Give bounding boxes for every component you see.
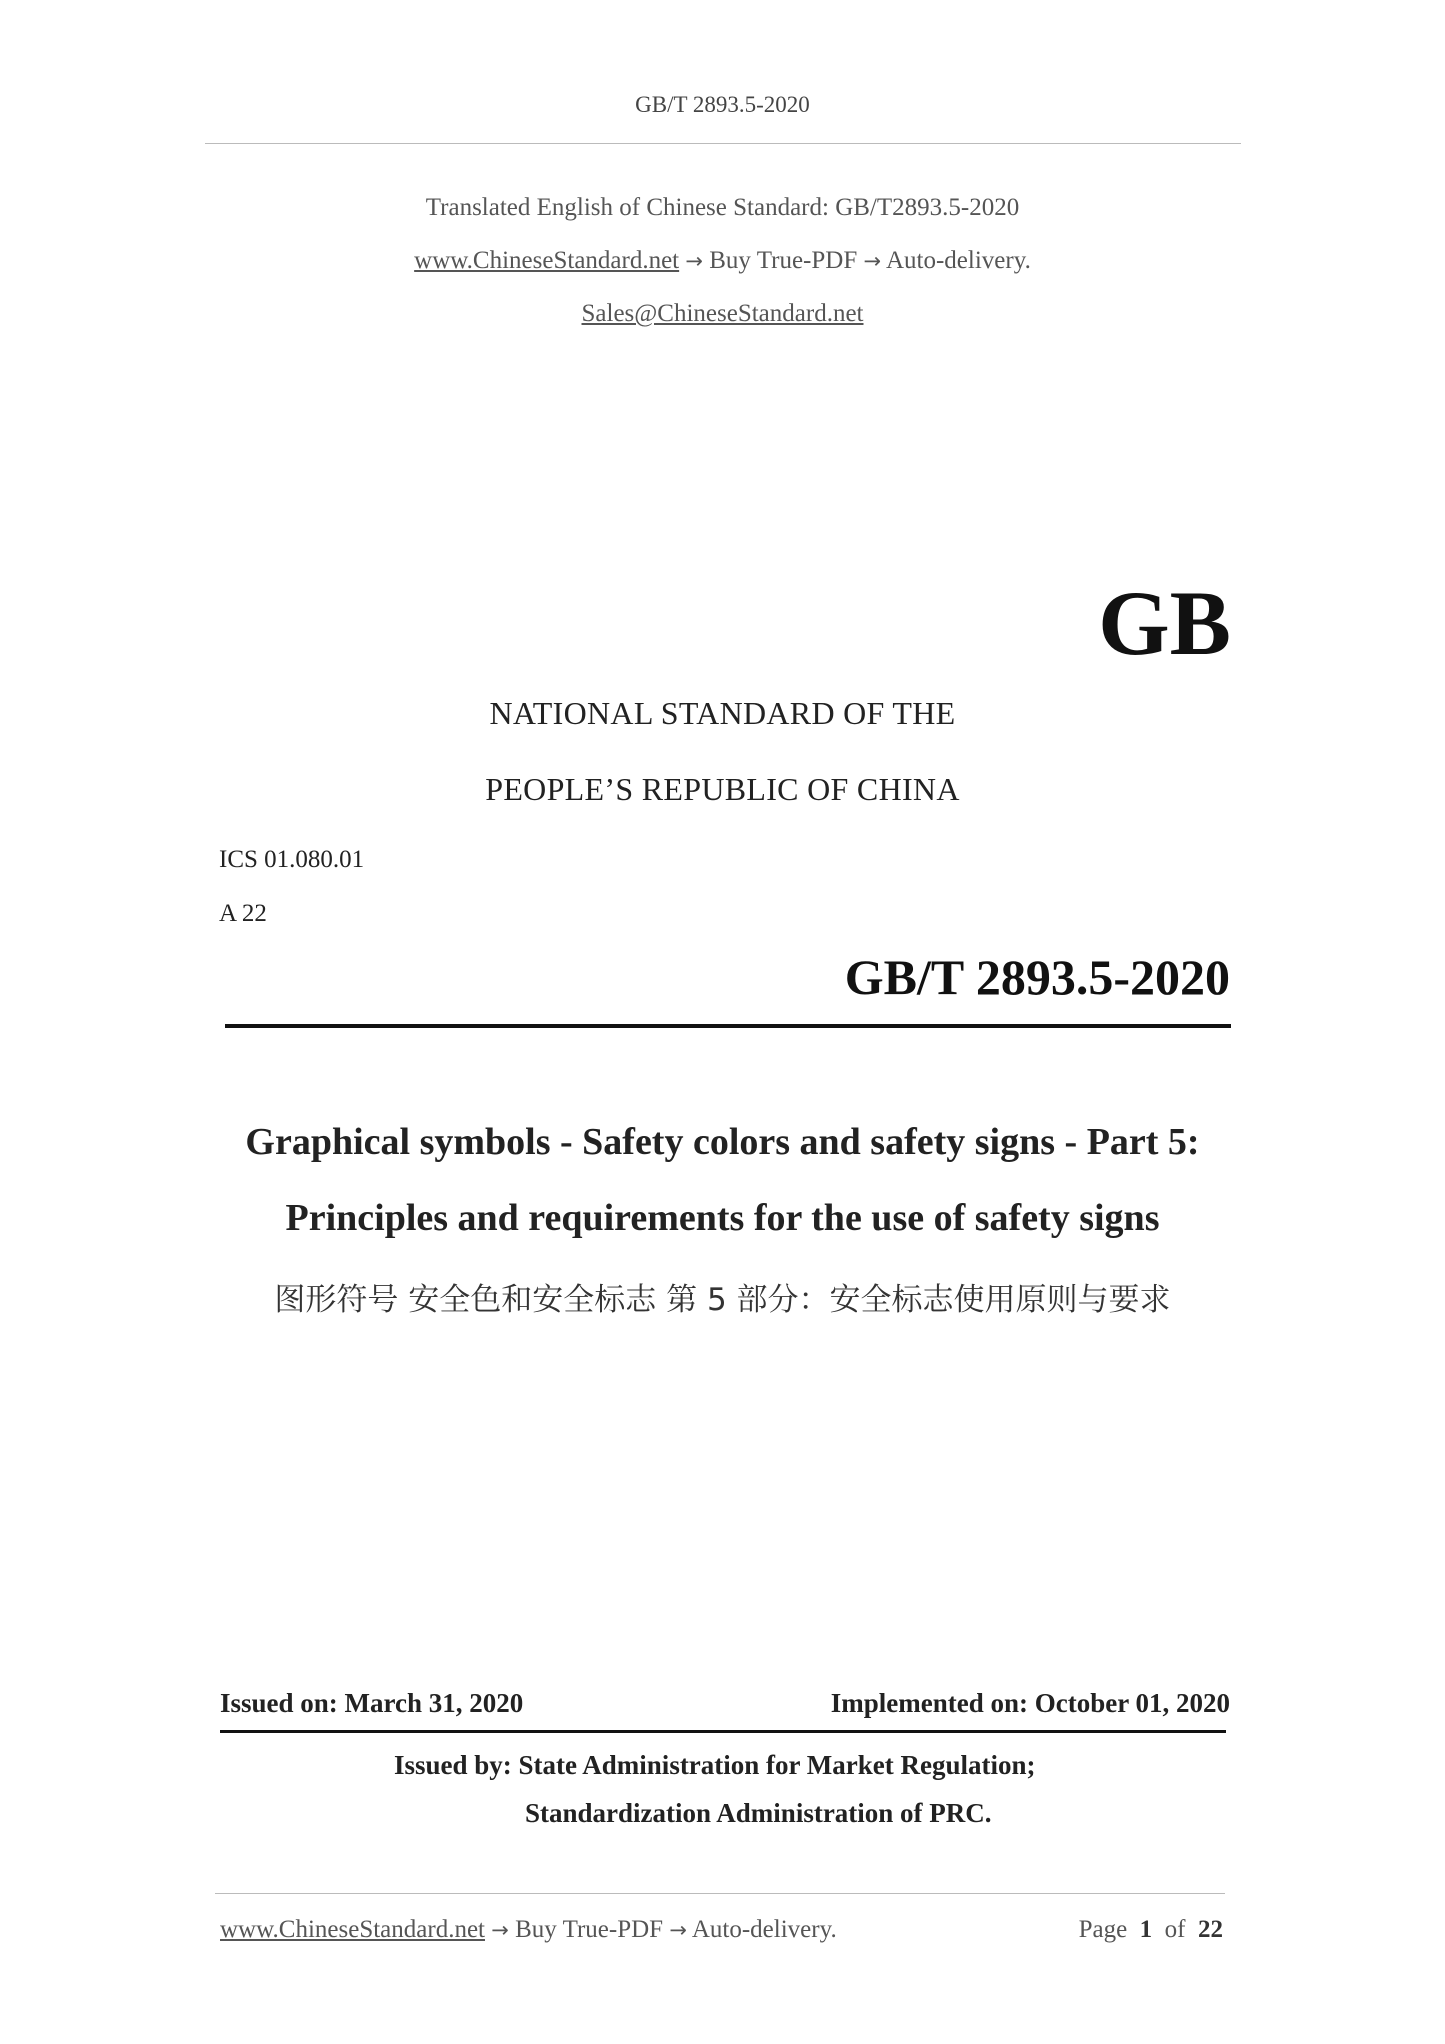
page-label: Page: [1078, 1916, 1128, 1943]
buy-text: Buy True-PDF: [709, 247, 858, 274]
issued-by-line1: Issued by: State Administration for Market Regulation;: [394, 1750, 1036, 1780]
national-standard-line2: PEOPLE’S REPUBLIC OF CHINA: [485, 771, 960, 807]
title-divider: [225, 1024, 1231, 1028]
gb-mark: GB: [1098, 572, 1231, 674]
running-header: GB/T 2893.5-2020: [635, 92, 810, 117]
email-line: [0, 300, 1445, 328]
site-link[interactable]: www.ChineseStandard.net: [414, 247, 680, 274]
dates-divider: [220, 1730, 1226, 1733]
footer-buy-text: Buy True-PDF: [515, 1916, 664, 1943]
delivery-text: Auto-delivery.: [885, 247, 1031, 274]
arrow-right-icon: →: [669, 1918, 687, 1942]
implemented-on: Implemented on: October 01, 2020: [830, 1688, 1230, 1718]
translation-notice: Translated English of Chinese Standard: GB/T2893.5-2020: [425, 194, 1020, 221]
arrow-right-icon: →: [685, 249, 703, 273]
footer-purchase-line: [220, 1916, 837, 1944]
header-divider: [205, 143, 1241, 144]
of-label: of: [1164, 1916, 1186, 1943]
footer-divider: [215, 1893, 1225, 1894]
national-standard-line1: NATIONAL STANDARD OF THE: [489, 695, 956, 731]
title-chinese: 图形符号 安全色和安全标志 第 5 部分：安全标志使用原则与要求: [274, 1282, 1171, 1318]
arrow-right-icon: →: [491, 1918, 509, 1942]
page-current: 1: [1139, 1916, 1153, 1943]
page-total: 22: [1198, 1916, 1223, 1943]
footer-delivery-text: Auto-delivery.: [691, 1916, 837, 1943]
issued-on: Issued on: March 31, 2020: [220, 1688, 524, 1718]
arrow-right-icon: →: [863, 249, 882, 273]
ccs-code: A 22: [219, 900, 267, 927]
purchase-line: [0, 247, 1445, 275]
footer-site-link[interactable]: www.ChineseStandard.net: [220, 1916, 485, 1943]
email-link[interactable]: Sales@ChineseStandard.net: [581, 300, 864, 327]
ics-code: ICS 01.080.01: [219, 846, 365, 873]
standard-number: GB/T 2893.5-2020: [844, 949, 1230, 1005]
title-line2: Principles and requirements for the use of safety signs: [285, 1197, 1160, 1239]
title-line1: Graphical symbols - Safety colors and safety signs - Part 5:: [245, 1121, 1200, 1163]
issued-by-line2: Standardization Administration of PRC.: [525, 1798, 992, 1828]
page-indicator: [1079, 1916, 1223, 1944]
